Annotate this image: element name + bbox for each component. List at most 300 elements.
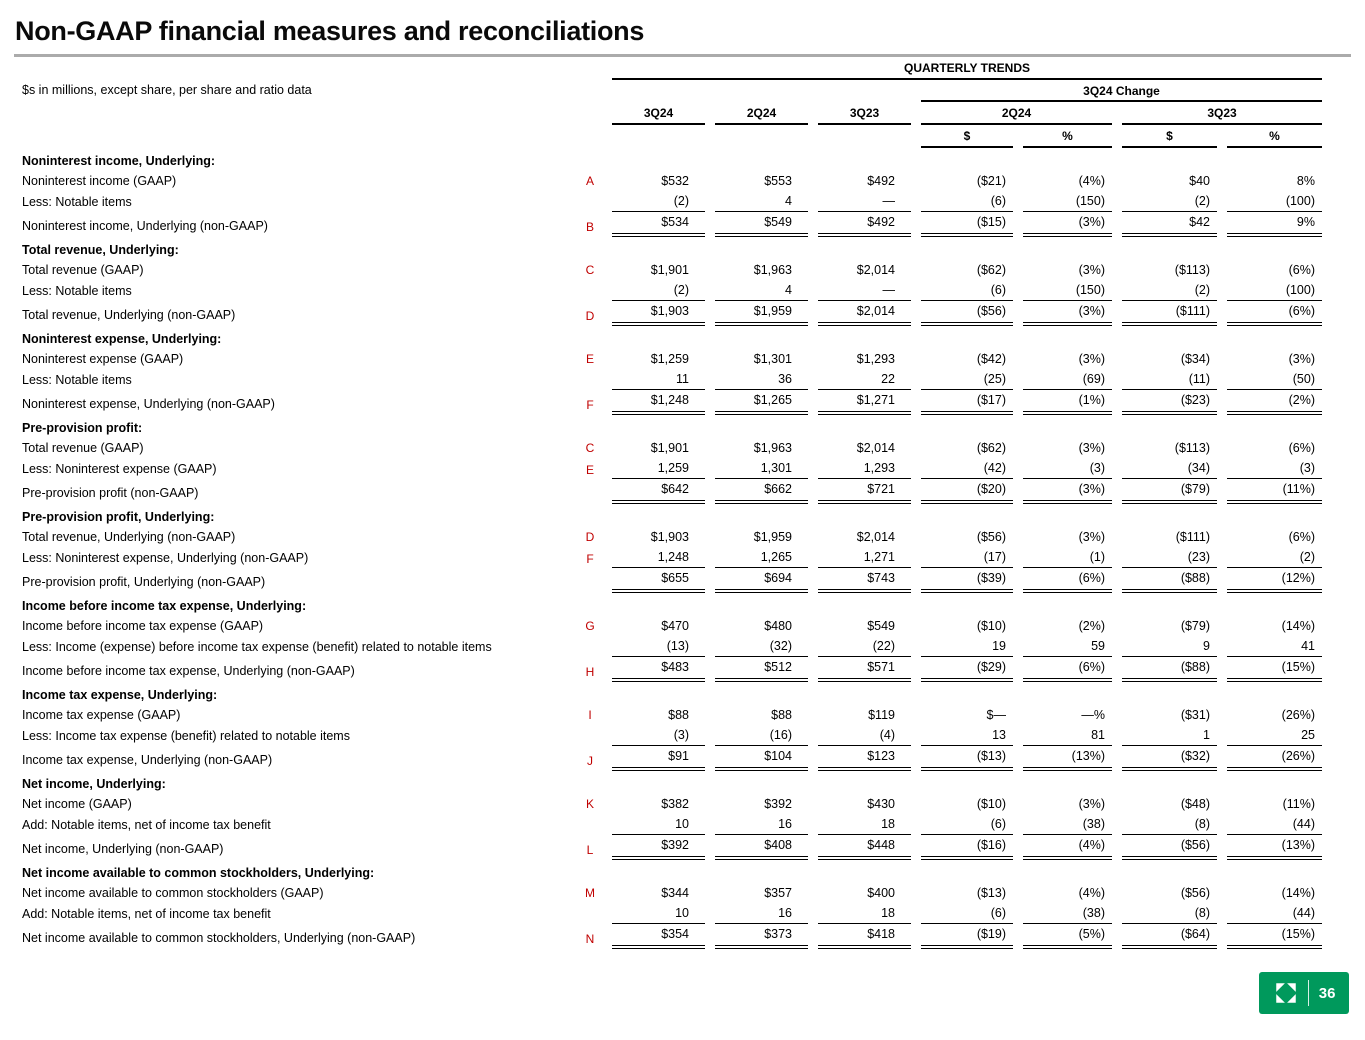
value-cell: 1,293 xyxy=(818,458,911,479)
value-cell: ($19) xyxy=(921,924,1013,948)
value-cell: (6%) xyxy=(1288,529,1315,544)
value-cell: $2,014 xyxy=(856,262,895,277)
row-label: Total revenue, Underlying (non-GAAP) xyxy=(22,529,236,544)
table-header xyxy=(18,57,1322,148)
value-cell: $492 xyxy=(867,173,895,188)
value-cell: (150) xyxy=(1023,280,1112,301)
value-cell: (26%) xyxy=(1227,746,1322,770)
col-header-3q23: 3Q23 xyxy=(818,102,911,125)
row-label: Income before income tax expense, Underlying (non-GAAP) xyxy=(22,664,355,679)
value-cell: (3%) xyxy=(1023,212,1112,236)
quarterly-trends-header: QUARTERLY TRENDS xyxy=(612,57,1322,80)
value-cell: (6%) xyxy=(1288,440,1315,455)
value-cell: (14%) xyxy=(1281,885,1315,900)
table-row xyxy=(18,212,1322,236)
row-label: Less: Noninterest expense, Underlying (non-GAAP) xyxy=(22,551,309,565)
value-cell: $655 xyxy=(612,568,705,592)
value-cell: (25) xyxy=(921,369,1013,390)
row-ref-letter: C xyxy=(585,441,595,456)
value-cell: 1,271 xyxy=(818,547,911,568)
value-cell: ($79) xyxy=(1180,618,1210,633)
value-cell: $430 xyxy=(867,796,895,811)
value-cell: (2) xyxy=(1122,280,1217,301)
row-label: Add: Notable items, net of income tax benefit xyxy=(22,907,271,921)
value-cell: $642 xyxy=(612,479,705,503)
value-cell: ($20) xyxy=(921,479,1013,503)
spacer-cell xyxy=(612,80,911,103)
value-cell: ($56) xyxy=(1122,835,1217,859)
row-label: Noninterest income, Underlying (non-GAAP) xyxy=(22,219,268,234)
row-label: Net income available to common stockholders (GAAP) xyxy=(22,885,324,900)
row-label: Income tax expense, Underlying (non-GAAP) xyxy=(22,753,273,768)
value-cell: $2,014 xyxy=(856,529,895,544)
value-cell: (50) xyxy=(1227,369,1322,390)
subcol-percent-3q23: % xyxy=(1227,125,1322,148)
row-label: Net income, Underlying (non-GAAP) xyxy=(22,842,224,857)
row-ref-letter: A xyxy=(585,174,594,189)
value-cell: ($32) xyxy=(1122,746,1217,770)
row-ref-letter xyxy=(578,568,602,592)
value-cell: (3%) xyxy=(1078,262,1105,277)
value-cell: ($56) xyxy=(1180,885,1210,900)
value-cell: (12%) xyxy=(1227,568,1322,592)
row-label: Noninterest expense, Underlying (non-GAAP) xyxy=(22,397,275,412)
value-cell: — xyxy=(818,191,911,212)
value-cell: $1,963 xyxy=(753,440,792,455)
value-cell: (4%) xyxy=(1078,173,1105,188)
value-cell: $400 xyxy=(867,885,895,900)
table-row xyxy=(18,746,1322,770)
row-label: Less: Noninterest expense (GAAP) xyxy=(22,462,217,476)
value-cell: $483 xyxy=(612,657,705,681)
value-cell: $91 xyxy=(612,746,705,770)
section-header-row xyxy=(18,860,1322,883)
table-row xyxy=(18,814,1322,835)
value-cell: $354 xyxy=(612,924,705,948)
value-cell: (1%) xyxy=(1023,390,1112,414)
value-cell: $392 xyxy=(764,796,792,811)
row-label: Net income (GAAP) xyxy=(22,796,132,811)
value-cell: $480 xyxy=(764,618,792,633)
value-cell: (42) xyxy=(921,458,1013,479)
row-ref-letter xyxy=(578,280,602,301)
row-ref-letter: F xyxy=(586,397,594,412)
row-label: Noninterest expense (GAAP) xyxy=(22,351,184,366)
col-header-3q24: 3Q24 xyxy=(612,102,705,125)
value-cell: (3) xyxy=(1023,458,1112,479)
value-cell: (11) xyxy=(1122,369,1217,390)
value-cell: (13) xyxy=(612,636,705,657)
change-col-header-3q23: 3Q23 xyxy=(1122,102,1322,125)
value-cell: (6) xyxy=(921,814,1013,835)
value-cell: (13%) xyxy=(1227,835,1322,859)
value-cell: $408 xyxy=(715,835,808,859)
value-cell: (44) xyxy=(1227,814,1322,835)
value-cell: (38) xyxy=(1023,814,1112,835)
table-row xyxy=(18,568,1322,592)
section-label: Noninterest expense, Underlying: xyxy=(22,331,222,346)
section-label: Income tax expense, Underlying: xyxy=(22,687,218,702)
value-cell: (150) xyxy=(1023,191,1112,212)
value-cell: $721 xyxy=(818,479,911,503)
value-cell: $40 xyxy=(1189,173,1210,188)
value-cell: —% xyxy=(1081,707,1105,722)
subcol-dollar-3q23: $ xyxy=(1122,125,1217,148)
row-ref-letter: J xyxy=(587,753,593,768)
value-cell: ($62) xyxy=(976,262,1006,277)
row-label: Income tax expense (GAAP) xyxy=(22,707,181,722)
section-label: Pre-provision profit: xyxy=(22,420,143,435)
value-cell: (6%) xyxy=(1023,657,1112,681)
value-cell: $743 xyxy=(818,568,911,592)
table-row xyxy=(18,705,1322,725)
table-row xyxy=(18,616,1322,636)
value-cell: ($111) xyxy=(1122,301,1217,325)
value-cell: ($56) xyxy=(976,529,1006,544)
value-cell: (6%) xyxy=(1227,301,1322,325)
value-cell: (4%) xyxy=(1023,835,1112,859)
row-ref-letter xyxy=(578,903,602,924)
value-cell: ($13) xyxy=(976,885,1006,900)
row-ref-letter: M xyxy=(585,886,595,901)
value-cell: (6) xyxy=(921,280,1013,301)
table-row xyxy=(18,903,1322,924)
value-cell: (4%) xyxy=(1078,885,1105,900)
table-row xyxy=(18,794,1322,814)
value-cell: $512 xyxy=(715,657,808,681)
value-cell: ($111) xyxy=(1175,529,1210,544)
footer-badge xyxy=(1259,972,1349,1014)
value-cell: ($16) xyxy=(921,835,1013,859)
value-cell: $1,959 xyxy=(753,529,792,544)
value-cell: $1,259 xyxy=(650,351,689,366)
section-header-row xyxy=(18,593,1322,616)
value-cell: (11%) xyxy=(1227,479,1322,503)
value-cell: 9% xyxy=(1227,212,1322,236)
row-label: Less: Income tax expense (benefit) related to notable items xyxy=(22,729,350,743)
section-label: Total revenue, Underlying: xyxy=(22,242,179,257)
value-cell: ($56) xyxy=(921,301,1013,325)
section-header-row xyxy=(18,682,1322,705)
value-cell: 16 xyxy=(715,903,808,924)
value-cell: $1,271 xyxy=(818,390,911,414)
value-cell: 4 xyxy=(715,191,808,212)
row-label: Noninterest income (GAAP) xyxy=(22,173,177,188)
row-ref-letter: B xyxy=(585,219,594,234)
subcol-dollar-2q24: $ xyxy=(921,125,1013,148)
row-ref-letter: N xyxy=(585,931,595,946)
section-label: Pre-provision profit, Underlying: xyxy=(22,509,215,524)
value-cell: $2,014 xyxy=(818,301,911,325)
table-row xyxy=(18,369,1322,390)
table-row xyxy=(18,883,1322,903)
value-cell: 4 xyxy=(715,280,808,301)
value-cell: 18 xyxy=(818,903,911,924)
value-cell: ($15) xyxy=(921,212,1013,236)
value-cell: $344 xyxy=(661,885,689,900)
value-cell: (3%) xyxy=(1078,529,1105,544)
value-cell: (44) xyxy=(1227,903,1322,924)
row-label: Net income available to common stockholders, Underlying (non-GAAP) xyxy=(22,931,416,946)
value-cell: ($21) xyxy=(976,173,1006,188)
table-row xyxy=(18,260,1322,280)
row-ref-letter: I xyxy=(588,708,592,723)
value-cell: ($64) xyxy=(1122,924,1217,948)
row-ref-letter: D xyxy=(585,530,595,545)
value-cell: ($42) xyxy=(976,351,1006,366)
value-cell: (1) xyxy=(1023,547,1112,568)
group-header-row xyxy=(18,57,1322,80)
value-cell: (23) xyxy=(1122,547,1217,568)
row-ref-letter: E xyxy=(585,352,594,367)
col-header-2q24: 2Q24 xyxy=(715,102,808,125)
section-label: Net income available to common stockholders, Underlying: xyxy=(22,865,375,880)
value-cell: $119 xyxy=(868,707,895,722)
value-cell: $534 xyxy=(612,212,705,236)
value-cell: (100) xyxy=(1227,191,1322,212)
row-label: Total revenue (GAAP) xyxy=(22,440,144,455)
value-cell: 1,259 xyxy=(612,458,705,479)
value-cell: ($79) xyxy=(1122,479,1217,503)
value-cell: ($88) xyxy=(1122,568,1217,592)
change-header: 3Q24 Change xyxy=(921,80,1322,103)
value-cell: (16) xyxy=(715,725,808,746)
row-label: Less: Notable items xyxy=(22,195,132,209)
table-row xyxy=(18,527,1322,547)
section-header-row xyxy=(18,326,1322,349)
subcol-percent-2q24: % xyxy=(1023,125,1112,148)
page-title: Non-GAAP financial measures and reconciliations xyxy=(15,16,645,46)
section-header-row xyxy=(18,771,1322,794)
value-cell: (6%) xyxy=(1288,262,1315,277)
value-cell: $— xyxy=(986,707,1006,722)
value-cell: $492 xyxy=(818,212,911,236)
value-cell: (14%) xyxy=(1281,618,1315,633)
value-cell: ($48) xyxy=(1180,796,1210,811)
value-cell: 10 xyxy=(612,814,705,835)
value-cell: 59 xyxy=(1023,636,1112,657)
table-row xyxy=(18,924,1322,948)
value-cell: (22) xyxy=(818,636,911,657)
row-label: Less: Notable items xyxy=(22,373,132,387)
value-cell: $1,301 xyxy=(753,351,792,366)
section-header-row xyxy=(18,237,1322,260)
value-cell: ($23) xyxy=(1122,390,1217,414)
value-cell: 9 xyxy=(1122,636,1217,657)
change-col-header-2q24: 2Q24 xyxy=(921,102,1112,125)
value-cell: (3) xyxy=(1227,458,1322,479)
value-cell: (100) xyxy=(1227,280,1322,301)
value-cell: ($88) xyxy=(1122,657,1217,681)
value-cell: (15%) xyxy=(1227,657,1322,681)
value-cell: (3%) xyxy=(1078,796,1105,811)
value-cell: (38) xyxy=(1023,903,1112,924)
value-cell: ($29) xyxy=(921,657,1013,681)
value-cell: $418 xyxy=(818,924,911,948)
row-ref-letter: E xyxy=(585,462,594,477)
subcol-header-row xyxy=(18,125,1322,148)
row-label: Less: Notable items xyxy=(22,284,132,298)
section-label: Noninterest income, Underlying: xyxy=(22,153,216,168)
value-cell: ($17) xyxy=(921,390,1013,414)
table-row xyxy=(18,725,1322,746)
value-cell: $373 xyxy=(715,924,808,948)
value-cell: 36 xyxy=(715,369,808,390)
value-cell: $123 xyxy=(818,746,911,770)
row-label: Total revenue (GAAP) xyxy=(22,262,144,277)
value-cell: 22 xyxy=(818,369,911,390)
value-cell: $88 xyxy=(668,707,689,722)
row-ref-letter: G xyxy=(585,619,595,634)
row-ref-letter xyxy=(578,636,602,657)
row-ref-letter xyxy=(578,479,602,503)
section-header-row xyxy=(18,415,1322,438)
value-cell: $42 xyxy=(1122,212,1217,236)
value-cell: 1 xyxy=(1122,725,1217,746)
value-cell: 19 xyxy=(921,636,1013,657)
value-cell: (69) xyxy=(1023,369,1112,390)
row-ref-letter: L xyxy=(586,842,594,857)
value-cell: (3%) xyxy=(1023,479,1112,503)
value-cell: 1,265 xyxy=(715,547,808,568)
badge-divider xyxy=(1308,980,1309,1006)
value-cell: 1,301 xyxy=(715,458,808,479)
value-cell: $1,903 xyxy=(650,529,689,544)
value-cell: (3%) xyxy=(1023,301,1112,325)
value-cell: 16 xyxy=(715,814,808,835)
table-row xyxy=(18,657,1322,681)
table-row xyxy=(18,835,1322,859)
slide xyxy=(0,16,1365,1002)
section-header-row xyxy=(18,148,1322,171)
value-cell: $382 xyxy=(661,796,689,811)
table-body xyxy=(18,148,1322,949)
row-ref-letter: H xyxy=(585,664,595,679)
value-cell: 41 xyxy=(1227,636,1322,657)
value-cell: $88 xyxy=(771,707,792,722)
table-row xyxy=(18,458,1322,479)
row-ref-letter xyxy=(578,814,602,835)
value-cell: ($34) xyxy=(1180,351,1210,366)
value-cell: 1,248 xyxy=(612,547,705,568)
value-cell: (2) xyxy=(612,280,705,301)
section-label: Net income, Underlying: xyxy=(22,776,166,791)
reconciliation-table xyxy=(8,57,1332,949)
value-cell: $1,959 xyxy=(715,301,808,325)
spacer-cell xyxy=(18,125,911,148)
table-row xyxy=(18,280,1322,301)
value-cell: 8% xyxy=(1296,173,1315,188)
value-cell: ($31) xyxy=(1180,707,1210,722)
table-row xyxy=(18,438,1322,458)
value-cell: (3) xyxy=(612,725,705,746)
value-cell: (5%) xyxy=(1023,924,1112,948)
value-cell: 18 xyxy=(818,814,911,835)
row-ref-letter: D xyxy=(585,308,595,323)
row-ref-letter xyxy=(578,369,602,390)
row-ref-letter: K xyxy=(585,797,594,812)
value-cell: $104 xyxy=(715,746,808,770)
row-ref-letter xyxy=(578,725,602,746)
row-label: Income before income tax expense (GAAP) xyxy=(22,618,264,633)
value-cell: $392 xyxy=(612,835,705,859)
table-row xyxy=(18,301,1322,325)
value-cell: $553 xyxy=(764,173,792,188)
value-cell: (6%) xyxy=(1023,568,1112,592)
value-cell: $448 xyxy=(818,835,911,859)
value-cell: $549 xyxy=(867,618,895,633)
value-cell: ($62) xyxy=(976,440,1006,455)
table-row xyxy=(18,479,1322,503)
period-header-row xyxy=(18,102,1322,125)
value-cell: (4) xyxy=(818,725,911,746)
value-cell: $1,903 xyxy=(612,301,705,325)
value-cell: (3%) xyxy=(1078,351,1105,366)
value-cell: $2,014 xyxy=(856,440,895,455)
value-cell: (15%) xyxy=(1227,924,1322,948)
spacer-cell xyxy=(18,102,602,125)
value-cell: (2) xyxy=(612,191,705,212)
section-label: Income before income tax expense, Underlying: xyxy=(22,598,307,613)
value-cell: (13%) xyxy=(1023,746,1112,770)
value-cell: (6) xyxy=(921,903,1013,924)
value-cell: $1,901 xyxy=(650,440,689,455)
value-cell: (17) xyxy=(921,547,1013,568)
table-row xyxy=(18,390,1322,414)
value-cell: 10 xyxy=(612,903,705,924)
value-cell: 25 xyxy=(1227,725,1322,746)
value-cell: $571 xyxy=(818,657,911,681)
row-label: Pre-provision profit (non-GAAP) xyxy=(22,486,199,501)
value-cell: $532 xyxy=(661,173,689,188)
row-ref-letter: F xyxy=(586,551,594,566)
value-cell: (3%) xyxy=(1288,351,1315,366)
value-cell: 11 xyxy=(612,369,705,390)
value-cell: ($39) xyxy=(921,568,1013,592)
table-row xyxy=(18,191,1322,212)
table-row xyxy=(18,171,1322,191)
value-cell: $1,248 xyxy=(612,390,705,414)
value-cell: ($113) xyxy=(1174,440,1210,455)
value-cell: — xyxy=(818,280,911,301)
value-cell: ($13) xyxy=(921,746,1013,770)
row-label: Less: Income (expense) before income tax expense (benefit) related to notable items xyxy=(22,640,492,654)
value-cell: $694 xyxy=(715,568,808,592)
value-cell: (11%) xyxy=(1282,796,1315,811)
table-row xyxy=(18,636,1322,657)
value-cell: (8) xyxy=(1122,814,1217,835)
value-cell: $1,293 xyxy=(856,351,895,366)
row-label: Add: Notable items, net of income tax benefit xyxy=(22,818,271,832)
value-cell: 81 xyxy=(1023,725,1112,746)
value-cell: (2%) xyxy=(1227,390,1322,414)
value-cell: 13 xyxy=(921,725,1013,746)
value-cell: (2) xyxy=(1122,191,1217,212)
section-header-row xyxy=(18,504,1322,527)
value-cell: (34) xyxy=(1122,458,1217,479)
table-row xyxy=(18,349,1322,369)
page-number: 36 xyxy=(1318,984,1336,1002)
value-cell: (8) xyxy=(1122,903,1217,924)
value-cell: ($10) xyxy=(976,618,1006,633)
value-cell: $1,265 xyxy=(715,390,808,414)
value-cell: ($10) xyxy=(976,796,1006,811)
value-cell: (2%) xyxy=(1078,618,1105,633)
row-ref-letter xyxy=(578,191,602,212)
row-label: Total revenue, Underlying (non-GAAP) xyxy=(22,308,236,323)
value-cell: (32) xyxy=(715,636,808,657)
value-cell: (3%) xyxy=(1078,440,1105,455)
